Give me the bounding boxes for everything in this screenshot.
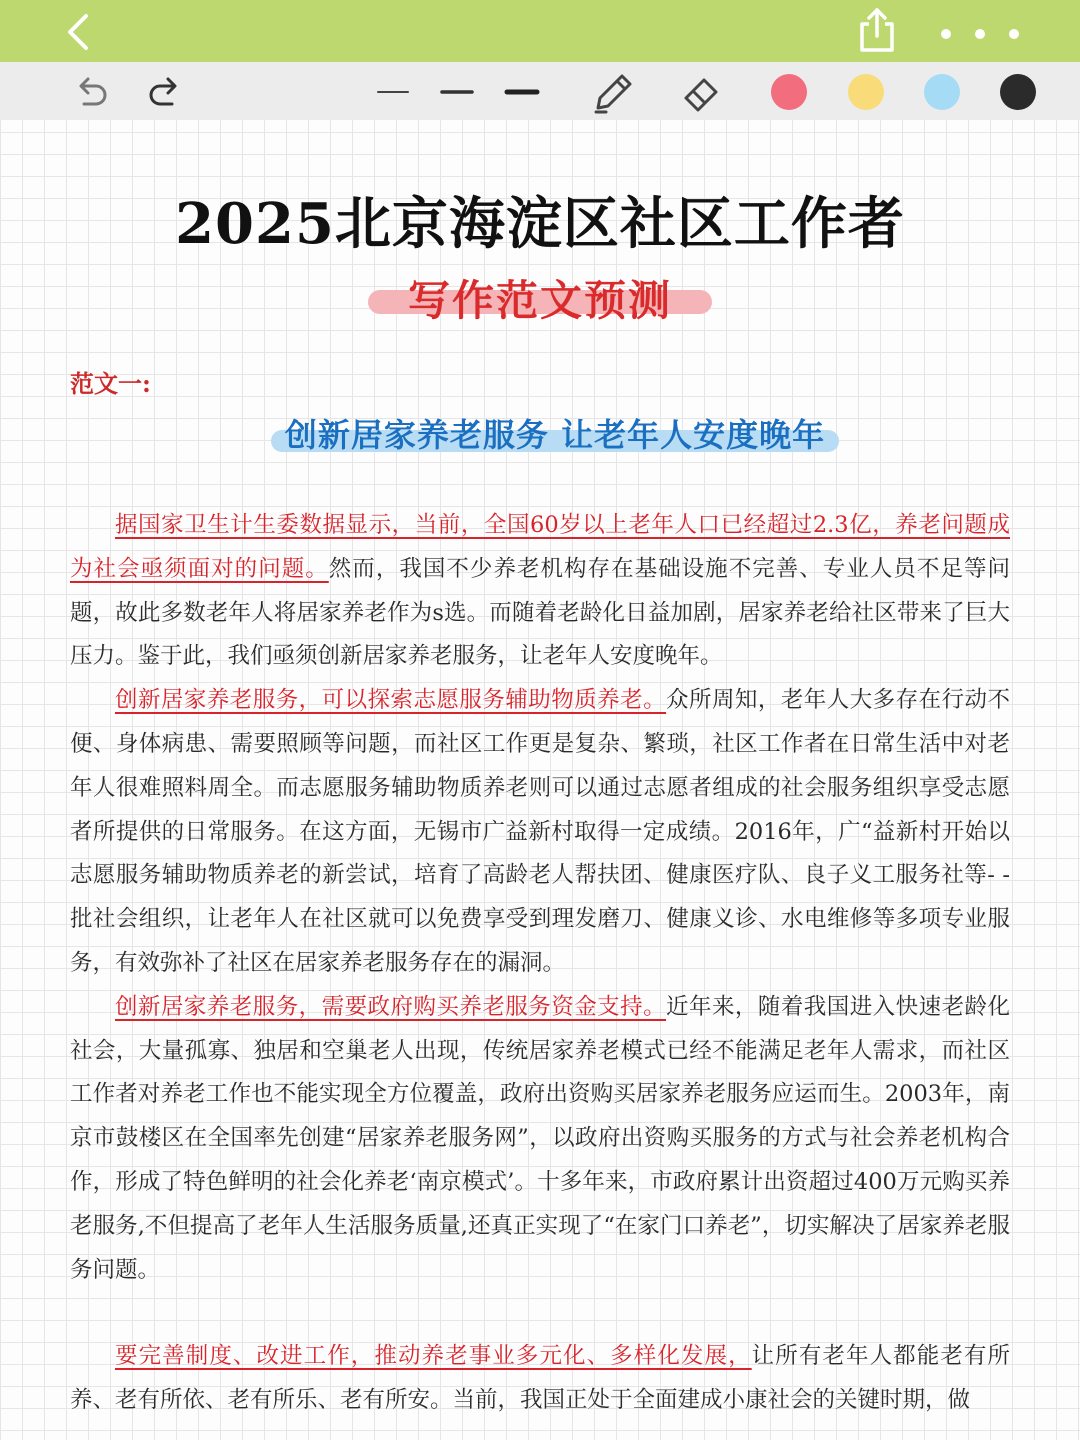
paragraph-text: 众所周知，老年人大多存在行动不便、身体病患、需要照顾等问题，而社区工作更是复杂、繁琐，社区工作者在日常生活中对老年人很难照料周全。而志愿服务辅助物质养老则可以通过志愿者组成的社会服务组织享受志愿者所提供的日常服务。在这方面，无锡市广益新村取得一定成绩。2016年，广“益新村开始以志愿服务辅助物质养老的新尝试，培育了高龄老人帮扶团、健康医疗队、良子义工服务社等- -批社会组织，让老年人在社区就可以免费享受到理发磨刀、健康义诊、水电维修等多项专业服务，有效弥补了社区在居家养老服务存在的漏洞。 [70, 687, 1010, 976]
document-subtitle: 写作范文预测 [368, 268, 712, 328]
redo-icon[interactable] [146, 72, 186, 112]
undo-icon[interactable] [70, 72, 110, 112]
pen-icon[interactable] [590, 70, 636, 116]
paragraph-text: 近年来，随着我国进入快速老龄化社会，大量孤寡、独居和空巢老人出现，传统居家养老模式已经不能满足老年人需求，而社区工作者对养老工作也不能实现全方位覆盖，政府出资购买居家养老服务应运而生。2003年，南京市鼓楼区在全国率先创建“居家养老服务网”，以政府出资购买服务的方式与社会养老机构合作，形成了特色鲜明的社会化养老‘南京模式’。十多年来，市政府累计出资超过400万元购买养老服务,不但提高了老年人生活服务质量,还真正实现了“在家门口养老”，切实解决了居家养老服务问题。 [70, 993, 1010, 1283]
stroke-medium-icon[interactable] [440, 80, 474, 104]
key-sentence: 创新居家养老服务，可以探索志愿服务辅助物质养老。 [115, 687, 667, 714]
eraser-icon[interactable] [678, 70, 724, 116]
paragraph-text: 然而，我国不少养老机构存在基础设施不完善、专业人员不足等问题，故此多数老年人将居家养老作为s选。而随着老龄化日益加剧，居家养老给社区带来了巨大压力。鉴于此，我们亟须创新居家养老服务，让老年人安度晚年。 [70, 555, 1010, 670]
share-icon[interactable] [854, 6, 900, 54]
key-sentence: 据国家卫生计生委数据显示，当前，全国60岁以上老年人口已经超过2.3亿，养老问题成为社会亟须面对的问题。 [70, 512, 1010, 582]
color-swatch-blue[interactable] [924, 74, 960, 110]
back-arrow-icon[interactable] [58, 12, 98, 52]
paragraph-3 [70, 986, 1010, 1293]
subtitle-wrap [0, 268, 1080, 328]
paragraph-4 [70, 1335, 1010, 1423]
more-options-icon[interactable] [932, 16, 1032, 52]
paragraph-2 [70, 679, 1010, 986]
paragraph-text: 让所有老年人都能老有所养、老有所依、老有所乐、老有所安。当前，我国正处于全面建成小康社会的关键时期，做 [70, 1343, 1010, 1414]
color-swatch-pink[interactable] [771, 74, 807, 110]
stroke-thick-icon[interactable] [504, 80, 540, 104]
essay-body [70, 504, 1010, 1423]
top-app-bar [0, 0, 1080, 62]
color-swatch-yellow[interactable] [848, 74, 884, 110]
key-sentence: 要完善制度、改进工作，推动养老事业多元化、多样化发展， [115, 1343, 752, 1370]
essay-title-wrap [0, 410, 1080, 456]
paragraph-1 [70, 504, 1010, 679]
key-sentence: 创新居家养老服务，需要政府购买养老服务资金支持。 [115, 993, 667, 1020]
color-swatch-black[interactable] [1000, 74, 1036, 110]
section-label: 范文一: [70, 369, 151, 398]
stroke-thin-icon[interactable] [376, 80, 410, 104]
essay-title: 创新居家养老服务 让老年人安度晚年 [271, 410, 839, 456]
document-title: 2025北京海淀区社区工作者 [175, 191, 905, 257]
